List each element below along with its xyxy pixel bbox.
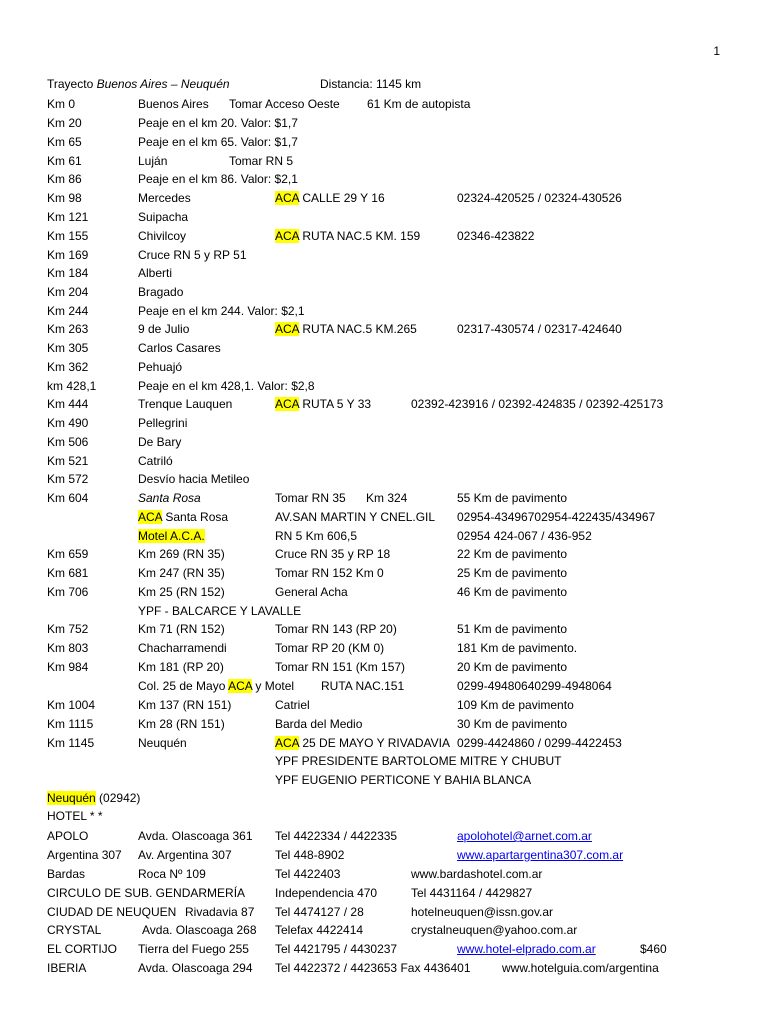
city-heading [0,790,768,806]
hotel-phone: Independencia 470 [275,886,378,900]
city-area-code: (02942) [95,791,141,805]
place-name: Km 25 (RN 152) [138,585,225,599]
route-row [0,153,768,169]
hotel-phone: Tel 448-8902 [275,848,345,862]
route-instruction: Tomar Acceso Oeste [229,97,340,111]
route-row [0,453,768,469]
aca-address: RUTA NAC.5 KM.265 [299,322,417,336]
route-row [0,396,768,412]
route-row [0,321,768,337]
hotel-phone: Tel 4474127 / 28 [275,905,364,919]
km-marker: Km 659 [47,547,89,561]
aca-highlight: ACA [275,397,300,411]
route-row [0,528,768,544]
km-marker: Km 155 [47,229,89,243]
aca-highlight: ACA [275,736,300,750]
route-title: Trayecto Buenos Aires – Neuquén [47,77,230,91]
aca-highlight: ACA [138,510,163,524]
place-name: Catriló [138,454,173,468]
km-marker: Km 121 [47,210,89,224]
route-row [0,621,768,637]
route-detail: General Acha [275,585,348,599]
place-name: Peaje en el km 428,1. Valor: $2,8 [138,379,315,393]
place-name: Cruce RN 5 y RP 51 [138,248,247,262]
place-name: Alberti [138,266,173,280]
hotel-contact: crystalneuquen@yahoo.com.ar [411,923,578,937]
place-name: Km 28 (RN 151) [138,717,225,731]
km-marker: km 428,1 [47,379,97,393]
phone-or-distance: 02346-423822 [457,229,535,243]
place-name: Carlos Casares [138,341,221,355]
route-detail: Catriel [275,698,310,712]
route-row [0,340,768,356]
route-detail: RN 5 Km 606,5 [275,529,358,543]
route-row [0,490,768,506]
hotel-row [0,941,768,957]
hotel-link[interactable]: apolohotel@arnet.com.ar [457,829,592,843]
aca-address-cell [275,735,450,751]
hotel-contact: www.bardashotel.com.ar [411,867,543,881]
route-row [0,678,768,694]
phone-or-distance: 02954 424-067 / 436-952 [457,529,592,543]
place-name: Km 269 (RN 35) [138,547,225,561]
hotel-phone: Tel 4421795 / 4430237 [275,942,398,956]
route-row [0,584,768,600]
route-row [0,640,768,656]
km-marker: Km 706 [47,585,89,599]
place-name: Buenos Aires [138,97,209,111]
aca-highlight: ACA [275,322,300,336]
route-row [0,134,768,150]
hotel-name: APOLO [47,829,89,843]
km-marker: Km 752 [47,622,89,636]
route-row [0,659,768,675]
hotel-link[interactable]: www.apartargentina307.com.ar [457,848,624,862]
hotel-row [0,866,768,882]
place-name: Peaje en el km 244. Valor: $2,1 [138,304,305,318]
place-name: Pehuajó [138,360,183,374]
phone-or-distance: 02317-430574 / 02317-424640 [457,322,622,336]
phone-or-distance: 55 Km de pavimento [457,491,568,505]
place-cell [138,509,228,525]
route-detail: YPF PRESIDENTE BARTOLOME MITRE Y CHUBUT [275,754,562,768]
route-row [0,190,768,206]
route-header [0,76,768,92]
phone-or-distance: 20 Km de pavimento [457,660,568,674]
route-row [0,753,768,769]
place-cell [138,528,205,544]
km-marker: Km 20 [47,116,82,130]
aca-highlight: ACA [228,679,253,693]
phone-or-distance: 0299-4424860 / 0299-4422453 [457,736,622,750]
route-row [0,735,768,751]
hotel-address: Tierra del Fuego 255 [138,942,249,956]
phone-or-distance: 02392-423916 / 02392-424835 / 02392-425173 [411,397,664,411]
phone-or-distance: 30 Km de pavimento [457,717,568,731]
km-marker: Km 61 [47,154,82,168]
hotel-address: Av. Argentina 307 [138,848,232,862]
place-name-suffix: y Motel [252,679,295,693]
phone-or-distance: 51 Km de pavimento [457,622,568,636]
route-row [0,509,768,525]
hotel-name: CIUDAD DE NEUQUEN [47,905,177,919]
route-row [0,697,768,713]
aca-address: RUTA 5 Y 33 [299,397,372,411]
km-marker: Km 572 [47,472,89,486]
hotel-row [0,885,768,901]
route-row [0,171,768,187]
place-name: 9 de Julio [138,322,190,336]
km-marker: Km 0 [47,97,76,111]
route-row [0,716,768,732]
km-marker: Km 444 [47,397,89,411]
route-detail: Cruce RN 35 y RP 18 [275,547,391,561]
hotel-phone: Tel 4422372 / 4423653 Fax 4436401 [275,961,471,975]
city-name: Neuquén [47,791,96,805]
km-marker: Km 86 [47,172,82,186]
place-name: Trenque Lauquen [138,397,233,411]
phone-or-distance: 181 Km de pavimento. [457,641,578,655]
route-row [0,96,768,112]
route-row [0,415,768,431]
place-name: Col. 25 de Mayo [138,679,229,693]
route-row [0,378,768,394]
route-detail-extra: Km 324 [366,491,408,505]
place-name: Santa Rosa [138,491,201,505]
aca-address-cell [275,228,420,244]
hotel-name: CRYSTAL [47,923,102,937]
route-detail: Tomar RN 152 Km 0 [275,566,384,580]
km-marker: Km 1115 [47,717,94,731]
phone-or-distance: 0299-49480640299-4948064 [457,679,612,693]
place-name: Luján [138,154,168,168]
route-row [0,228,768,244]
place-name: Suipacha [138,210,189,224]
km-marker: Km 1004 [47,698,96,712]
route-row [0,265,768,281]
route-detail: AV.SAN MARTIN Y CNEL.GIL [275,510,436,524]
aca-address: RUTA NAC.5 KM. 159 [299,229,421,243]
route-row [0,603,768,619]
page-number: 1 [713,44,720,58]
km-marker: Km 984 [47,660,89,674]
km-marker: Km 98 [47,191,82,205]
hotel-row [0,960,768,976]
hotel-phone: Tel 4422334 / 4422335 [275,829,398,843]
route-row [0,434,768,450]
place-name: Km 181 (RP 20) [138,660,224,674]
phone-or-distance: 22 Km de pavimento [457,547,568,561]
route-row [0,284,768,300]
route-detail: Tomar RN 35 [275,491,346,505]
phone-or-distance: 46 Km de pavimento [457,585,568,599]
km-marker: Km 1145 [47,736,95,750]
hotel-name: IBERIA [47,961,87,975]
hotel-address: Avda. Olascoaga 268 [142,923,257,937]
km-marker: Km 490 [47,416,89,430]
route-distance: Distancia: 1145 km [320,77,422,91]
aca-address-cell [275,396,371,412]
hotel-name: Bardas [47,867,86,881]
hotel-row [0,847,768,863]
route-row [0,565,768,581]
hotel-category: HOTEL * * [47,809,103,823]
hotel-address: Avda. Olascoaga 361 [138,829,253,843]
km-marker: Km 184 [47,266,89,280]
place-name: Bragado [138,285,184,299]
route-row [0,209,768,225]
place-name: Pellegrini [138,416,188,430]
route-row [0,546,768,562]
route-row [0,247,768,263]
route-instruction: Tomar RN 5 [229,154,294,168]
aca-highlight: Motel A.C.A. [138,529,205,543]
hotel-name: EL CORTIJO [47,942,118,956]
place-name: Km 137 (RN 151) [138,698,232,712]
route-detail: Tomar RP 20 (KM 0) [275,641,385,655]
hotel-phone: Tel 4422403 [275,867,341,881]
place-name: Km 247 (RN 35) [138,566,225,580]
aca-address-cell [275,190,385,206]
hotel-phone: Tel 4431164 / 4429827 [411,886,533,900]
route-distance-note: 61 Km de autopista [367,97,471,111]
aca-address: 25 DE MAYO Y RIVADAVIA [299,736,450,750]
place-cell [138,678,294,694]
hotel-contact: www.hotelguia.com/argentina [502,961,659,975]
place-name: Desvío hacia Metileo [138,472,250,486]
km-marker: Km 506 [47,435,89,449]
hotel-phone: Telefax 4422414 [275,923,364,937]
hotel-row [0,828,768,844]
place-name: Km 71 (RN 152) [138,622,225,636]
km-marker: Km 362 [47,360,89,374]
hotel-address: Avda. Olascoaga 294 [138,961,253,975]
hotel-name: CIRCULO DE SUB. GENDARMERÍA [47,886,246,900]
route-row [0,359,768,375]
place-name: De Bary [138,435,182,449]
phone-or-distance: 02324-420525 / 02324-430526 [457,191,622,205]
place-name: YPF - BALCARCE Y LAVALLE [138,604,302,618]
aca-address: CALLE 29 Y 16 [299,191,385,205]
hotel-address: Rivadavia 87 [185,905,255,919]
hotel-link[interactable]: www.hotel-elprado.com.ar [457,942,596,956]
route-detail: Barda del Medio [275,717,363,731]
phone-or-distance: 25 Km de pavimento [457,566,568,580]
km-marker: Km 204 [47,285,89,299]
km-marker: Km 263 [47,322,89,336]
km-marker: Km 521 [47,454,89,468]
hotel-name: Argentina 307 [47,848,122,862]
hotel-row [0,922,768,938]
hotel-row [0,904,768,920]
phone-or-distance: 02954-43496702954-422435/434967 [457,510,656,524]
route-detail: YPF EUGENIO PERTICONE Y BAHIA BLANCA [275,773,532,787]
place-name: Chivilcoy [138,229,187,243]
place-name: Peaje en el km 86. Valor: $2,1 [138,172,298,186]
place-name: Peaje en el km 20. Valor: $1,7 [138,116,298,130]
route-row [0,303,768,319]
route-row [0,115,768,131]
km-marker: Km 305 [47,341,89,355]
hotel-address: Roca Nº 109 [138,867,206,881]
km-marker: Km 169 [47,248,89,262]
km-marker: Km 244 [47,304,89,318]
place-name: Mercedes [138,191,191,205]
hotel-price: $460 [640,942,667,956]
km-marker: Km 681 [47,566,89,580]
km-marker: Km 803 [47,641,89,655]
place-name: Neuquén [138,736,187,750]
phone-or-distance: 109 Km de pavimento [457,698,574,712]
aca-highlight: ACA [275,229,300,243]
route-row [0,772,768,788]
route-row [0,471,768,487]
place-name: Chacharramendi [138,641,227,655]
aca-highlight: ACA [275,191,300,205]
route-detail: Tomar RN 143 (RP 20) [275,622,397,636]
place-name: Santa Rosa [162,510,229,524]
hotel-contact: hotelneuquen@issn.gov.ar [411,905,554,919]
km-marker: Km 65 [47,135,82,149]
route-detail-extra: RUTA NAC.151 [321,679,405,693]
km-marker: Km 604 [47,491,89,505]
place-name: Peaje en el km 65. Valor: $1,7 [138,135,298,149]
aca-address-cell [275,321,417,337]
route-detail: Tomar RN 151 (Km 157) [275,660,406,674]
